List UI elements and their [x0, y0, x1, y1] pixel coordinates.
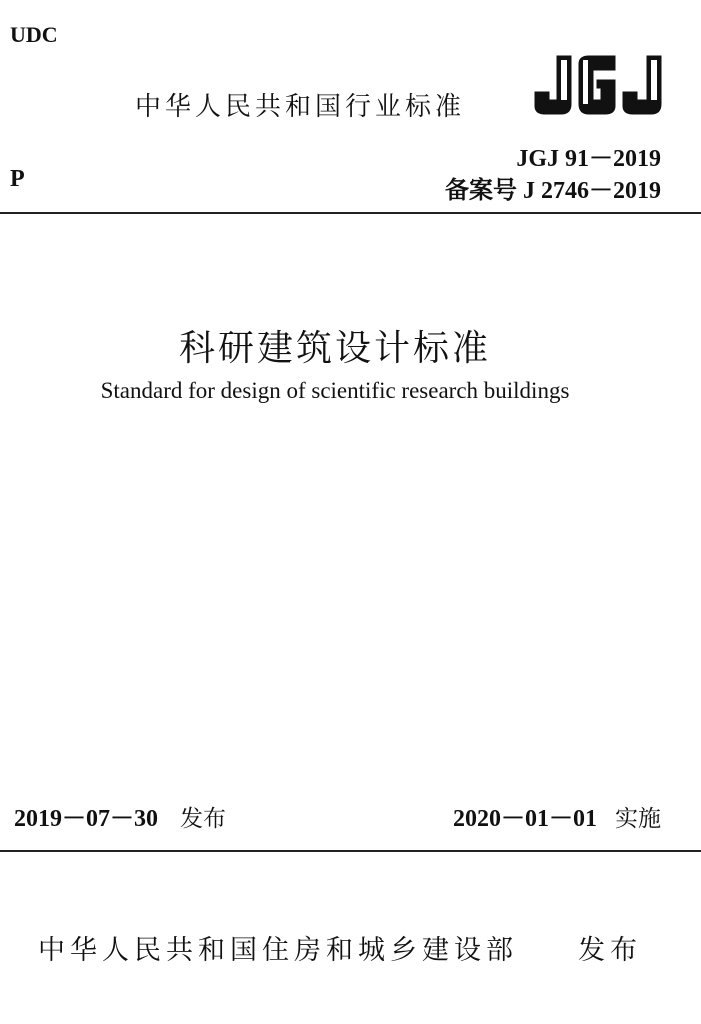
title-english: Standard for design of scientific research buildings [100, 378, 570, 403]
title-chinese: 科研建筑设计标准 [178, 328, 491, 369]
standard-code: JGJ 91－2019 [516, 146, 661, 172]
issuing-authority: 中华人民共和国住房和城乡建设部 [38, 935, 518, 966]
jgj-logo [531, 52, 666, 116]
header-divider [0, 212, 701, 214]
implementation-label: 实施 [615, 806, 661, 832]
footer-divider [0, 850, 701, 852]
record-number: 备案号 J 2746－2019 [445, 178, 661, 204]
implementation-date-line [453, 798, 661, 833]
issuing-action: 发布 [578, 935, 642, 966]
issue-date-line [14, 798, 226, 833]
udc-label: UDC [10, 22, 58, 47]
issue-date: 2019－07－30 [14, 806, 158, 832]
implementation-date: 2020－01－01 [453, 806, 597, 832]
issue-label: 发布 [180, 806, 226, 832]
classification-code: P [10, 166, 25, 192]
industry-standard-heading: 中华人民共和国行业标准 [135, 92, 466, 122]
